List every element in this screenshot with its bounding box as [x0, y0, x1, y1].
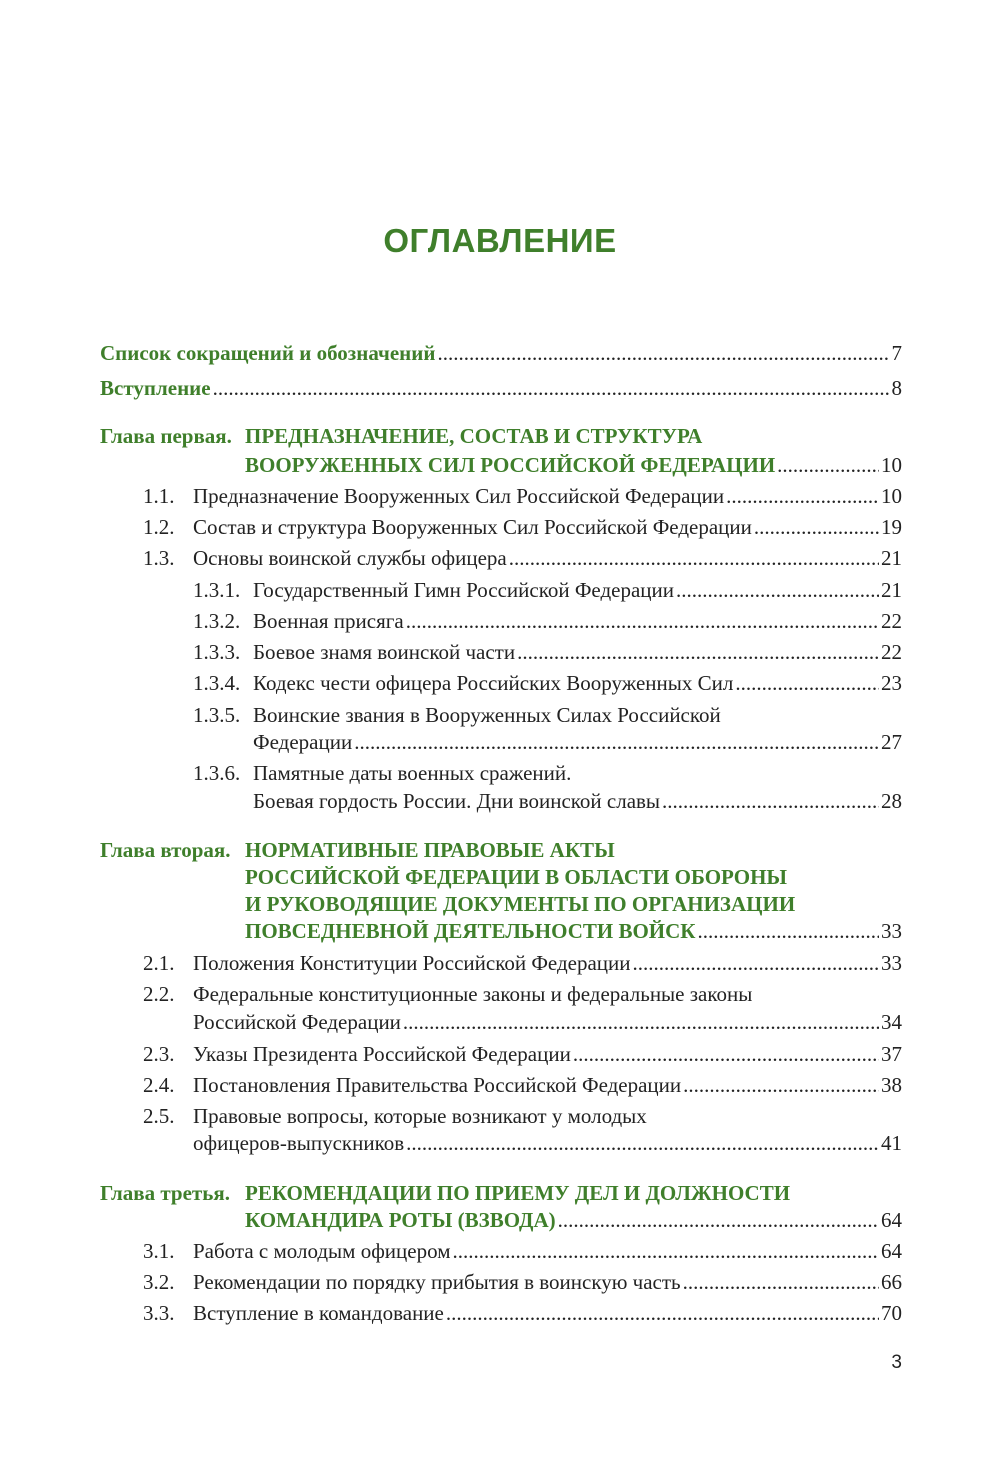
toc-entry-1-3-5-line1[interactable] [193, 700, 902, 730]
chapter-label: Глава третья. [100, 1181, 230, 1205]
toc-page-number: 70 [881, 1301, 902, 1325]
dot-leader [662, 786, 879, 816]
dot-leader [735, 668, 879, 698]
dot-leader [453, 1236, 880, 1266]
toc-entry-2-5-line1[interactable] [143, 1101, 902, 1131]
toc-entry-text: Предназначение Вооруженных Сил Российской Федерации [193, 484, 725, 508]
toc-entry-abbreviations[interactable] [100, 338, 902, 368]
section-number: 1.3.2. [193, 609, 241, 633]
section-number: 1.3. [143, 546, 175, 570]
dot-leader [676, 575, 879, 605]
chapter-title: КОМАНДИРА РОТЫ (ВЗВОДА) [245, 1208, 556, 1232]
page-number: 3 [891, 1352, 902, 1373]
toc-page-number: 34 [881, 1010, 902, 1034]
toc-page-number: 66 [881, 1270, 902, 1294]
dot-leader [213, 373, 890, 403]
toc-page-number: 22 [881, 640, 902, 664]
toc-entry-1-2[interactable] [143, 512, 902, 542]
toc-entry-3-2[interactable] [143, 1267, 902, 1297]
chapter-2-heading-line4[interactable] [245, 916, 902, 946]
section-number: 1.2. [143, 515, 175, 539]
toc-entry-text: Указы Президента Российской Федерации [193, 1042, 571, 1066]
dot-leader [509, 543, 879, 573]
section-number: 1.3.3. [193, 640, 241, 664]
toc-entry-text: Положения Конституции Российской Федерации [193, 951, 631, 975]
toc-entry-1-1[interactable] [143, 481, 902, 511]
section-number: 2.5. [143, 1104, 175, 1128]
toc-entry-text: Рекомендации по порядку прибытия в воинскую часть [193, 1270, 681, 1294]
toc-page-number: 33 [881, 951, 902, 975]
dot-leader [698, 916, 879, 946]
section-number: 2.2. [143, 982, 175, 1006]
toc-entry-text: Российской Федерации [193, 1010, 401, 1034]
toc-page-number: 37 [881, 1042, 902, 1066]
section-number: 1.3.5. [193, 703, 241, 727]
chapter-title: РЕКОМЕНДАЦИИ ПО ПРИЕМУ ДЕЛ И ДОЛЖНОСТИ [245, 1181, 791, 1205]
dot-leader [403, 1007, 879, 1037]
toc-page-number: 64 [881, 1208, 902, 1232]
section-number: 3.1. [143, 1239, 175, 1263]
section-number: 3.3. [143, 1301, 175, 1325]
toc-entry-2-5-line2[interactable] [193, 1128, 902, 1158]
section-number: 1.3.1. [193, 578, 241, 602]
toc-page-number: 28 [881, 789, 902, 813]
chapter-label: Глава вторая. [100, 838, 231, 862]
toc-entry-text: Постановления Правительства Российской Федерации [193, 1073, 682, 1097]
dot-leader [726, 481, 879, 511]
toc-page-number: 10 [881, 453, 902, 477]
toc-page-number: 33 [881, 919, 902, 943]
chapter-2-heading-line1[interactable] [100, 835, 902, 865]
toc-entry-text: офицеров-выпускников [193, 1131, 405, 1155]
toc-entry-text: Состав и структура Вооруженных Сил Российской Федерации [193, 515, 752, 539]
dot-leader [354, 727, 879, 757]
toc-entry-3-3[interactable] [143, 1298, 902, 1328]
dot-leader [558, 1205, 879, 1235]
chapter-1-heading-line1[interactable] [100, 421, 902, 451]
dot-leader [573, 1039, 879, 1069]
toc-entry-text: Боевая гордость России. Дни воинской славы [253, 789, 661, 813]
toc-entry-1-3-2[interactable] [193, 606, 902, 636]
section-number: 2.1. [143, 951, 175, 975]
page-title: ОГЛАВЛЕНИЕ [383, 222, 617, 259]
toc-page-number: 64 [881, 1239, 902, 1263]
dot-leader [437, 338, 889, 368]
toc-entry-1-3-6-line1[interactable] [193, 758, 902, 788]
toc-entry-text: Основы воинской службы офицера [193, 546, 507, 570]
toc-entry-2-2-line2[interactable] [193, 1007, 902, 1037]
toc-entry-3-1[interactable] [143, 1236, 902, 1266]
section-number: 2.4. [143, 1073, 175, 1097]
chapter-title: И РУКОВОДЯЩИЕ ДОКУМЕНТЫ ПО ОРГАНИЗАЦИИ [245, 892, 796, 916]
chapter-title: ПРЕДНАЗНАЧЕНИЕ, СОСТАВ И СТРУКТУРА [245, 424, 703, 448]
dot-leader [517, 637, 879, 667]
toc-page-number: 10 [881, 484, 902, 508]
chapter-title: НОРМАТИВНЫЕ ПРАВОВЫЕ АКТЫ [245, 838, 615, 862]
toc-entry-1-3-5-line2[interactable] [253, 727, 902, 757]
chapter-title: ВООРУЖЕННЫХ СИЛ РОССИЙСКОЙ ФЕДЕРАЦИИ [245, 453, 776, 477]
toc-entry-text: Вступление в командование [193, 1301, 444, 1325]
toc-entry-text: Боевое знамя воинской части [253, 640, 516, 664]
toc-entry-2-4[interactable] [143, 1070, 902, 1100]
toc-entry-1-3-3[interactable] [193, 637, 902, 667]
dot-leader [406, 606, 879, 636]
toc-entry-text: Список сокращений и обозначений [100, 341, 436, 365]
toc-entry-text: Правовые вопросы, которые возникают у молодых [193, 1104, 647, 1128]
dot-leader [683, 1070, 879, 1100]
toc-page-number: 41 [881, 1131, 902, 1155]
dot-leader [406, 1128, 879, 1158]
toc-page-number: 21 [881, 578, 902, 602]
chapter-title: РОССИЙСКОЙ ФЕДЕРАЦИИ В ОБЛАСТИ ОБОРОНЫ [245, 865, 788, 889]
toc-entry-2-2-line1[interactable] [143, 979, 902, 1009]
toc-entry-1-3[interactable] [143, 543, 902, 573]
dot-leader [446, 1298, 879, 1328]
chapter-title: ПОВСЕДНЕВНОЙ ДЕЯТЕЛЬНОСТИ ВОЙСК [245, 919, 696, 943]
toc-page-number: 19 [881, 515, 902, 539]
toc-page-number: 38 [881, 1073, 902, 1097]
chapter-label: Глава первая. [100, 424, 232, 448]
dot-leader [754, 512, 879, 542]
chapter-2-heading-line2 [245, 862, 902, 892]
toc-entry-text: Федерации [253, 730, 353, 754]
toc-page-number: 21 [881, 546, 902, 570]
chapter-1-heading-line2[interactable] [245, 450, 902, 480]
toc-entry-text: Военная присяга [253, 609, 404, 633]
toc-entry-1-3-6-line2[interactable] [253, 786, 902, 816]
toc-entry-text: Воинские звания в Вооруженных Силах Российской [253, 703, 721, 727]
toc-entry-text: Вступление [100, 376, 211, 400]
section-number: 1.1. [143, 484, 175, 508]
section-number: 1.3.4. [193, 671, 241, 695]
toc-page-number: 7 [891, 341, 902, 365]
section-number: 1.3.6. [193, 761, 241, 785]
section-number: 2.3. [143, 1042, 175, 1066]
toc-entry-text: Кодекс чести офицера Российских Вооруженных Сил [253, 671, 734, 695]
dot-leader [633, 948, 879, 978]
toc-page-number: 23 [881, 671, 902, 695]
toc-entry-2-1[interactable] [143, 948, 902, 978]
dot-leader [777, 450, 879, 480]
toc-entry-introduction[interactable] [100, 373, 902, 403]
chapter-3-heading-line2[interactable] [245, 1205, 902, 1235]
toc-entry-text: Работа с молодым офицером [193, 1239, 451, 1263]
toc-page-number: 27 [881, 730, 902, 754]
toc-page-number: 8 [891, 376, 902, 400]
chapter-3-heading-line1[interactable] [100, 1178, 902, 1208]
chapter-2-heading-line3 [245, 889, 902, 919]
toc-entry-1-3-4[interactable] [193, 668, 902, 698]
dot-leader [683, 1267, 879, 1297]
toc-entry-1-3-1[interactable] [193, 575, 902, 605]
toc-entry-text: Федеральные конституционные законы и федеральные законы [193, 982, 753, 1006]
toc-entry-2-3[interactable] [143, 1039, 902, 1069]
toc-entry-text: Государственный Гимн Российской Федерации [253, 578, 675, 602]
toc-entry-text: Памятные даты военных сражений. [253, 761, 572, 785]
toc-page-number: 22 [881, 609, 902, 633]
section-number: 3.2. [143, 1270, 175, 1294]
